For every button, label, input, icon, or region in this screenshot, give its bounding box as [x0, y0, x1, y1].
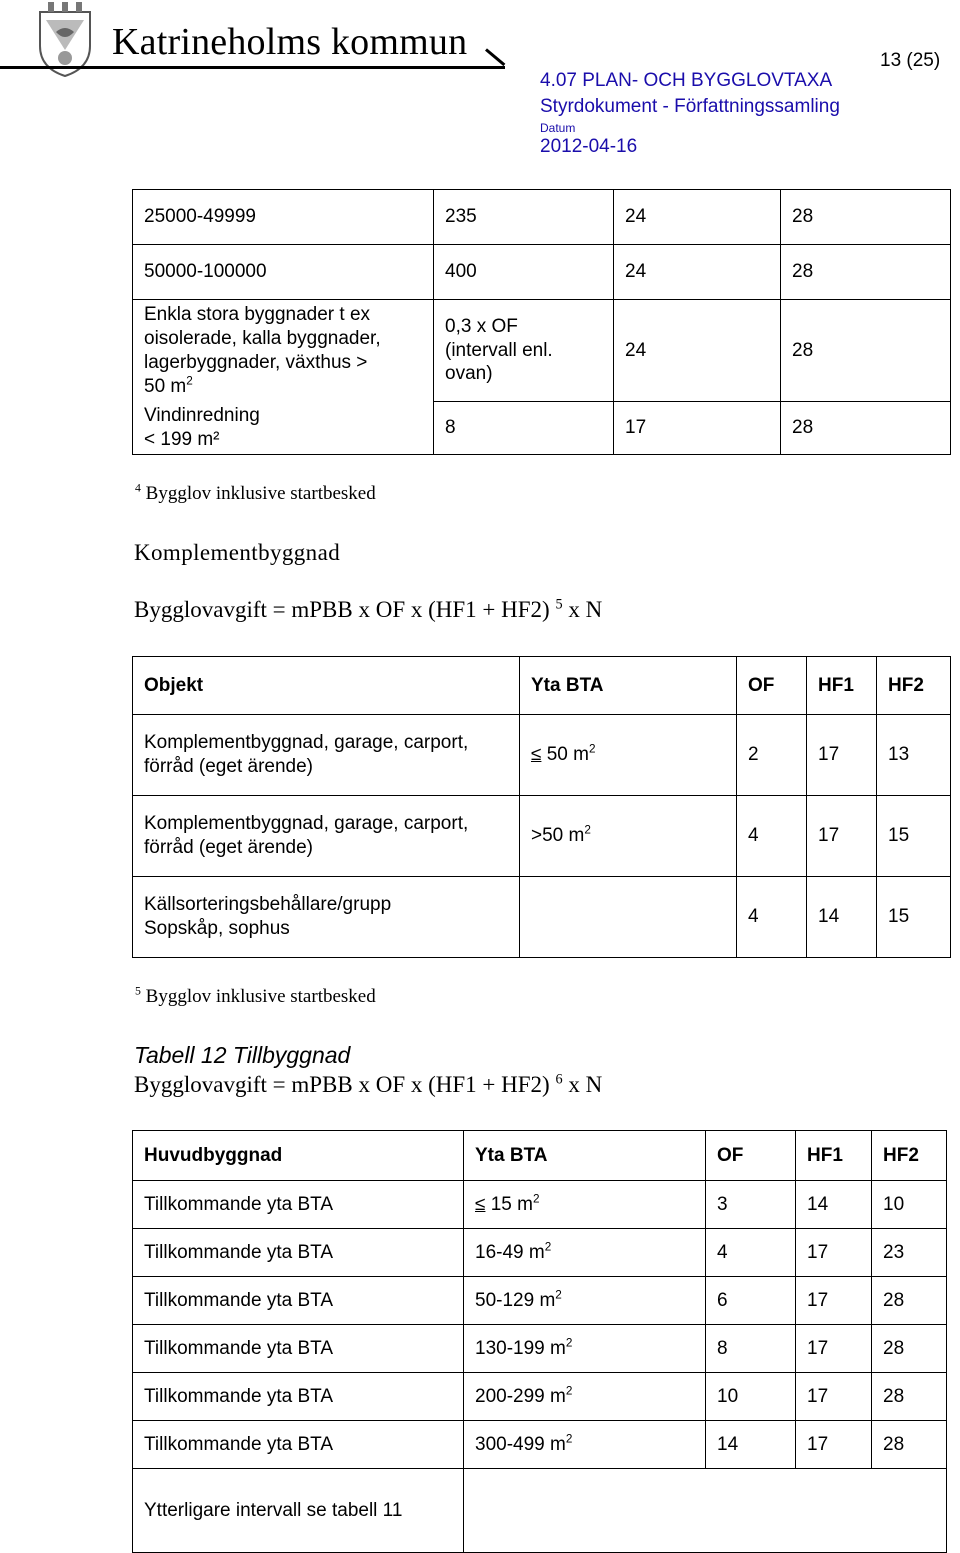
table-cell: Komplementbyggnad, garage, carport, förråd (eget ärende) [133, 715, 520, 796]
table-cell: 4 [706, 1229, 796, 1277]
table-header-row [133, 1131, 947, 1181]
komplement-table [132, 656, 951, 958]
org-name: Katrineholms kommun [112, 21, 468, 63]
section-heading-tillbyggnad: Tabell 12 Tillbyggnad [134, 1042, 351, 1068]
table-cell: 3 [706, 1181, 796, 1229]
table-cell: 28 [781, 245, 951, 300]
table-header-row [133, 657, 951, 715]
table-cell: Källsorteringsbehållare/grupp Sopskåp, sophus [133, 877, 520, 958]
table-cell: Tillkommande yta BTA [133, 1325, 464, 1373]
table-row [133, 1325, 947, 1373]
formula-komplement: Bygglovavgift = mPBB x OF x (HF1 + HF2) $^5$ x N [134, 596, 603, 622]
table-cell: 6 [706, 1277, 796, 1325]
table-cell: 28 [781, 190, 951, 245]
table-cell: Komplementbyggnad, garage, carport, förråd (eget ärende) [133, 796, 520, 877]
table-row [133, 245, 951, 300]
table-cell: Tillkommande yta BTA [133, 1181, 464, 1229]
table-cell: 300-499 $m^2$ [464, 1421, 706, 1469]
table-cell: 28 [872, 1421, 947, 1469]
table-cell: 8 [434, 402, 614, 455]
table-row [133, 1229, 947, 1277]
table-cell: 14 [706, 1421, 796, 1469]
table-row [133, 715, 951, 796]
table-cell: 0,3 x OF (intervall enl. ovan) [434, 300, 614, 402]
column-header: OF [706, 1131, 796, 1181]
doc-type: Styrdokument - Författningssamling [540, 96, 840, 117]
table-cell: Tillkommande yta BTA [133, 1421, 464, 1469]
table-row [133, 1181, 947, 1229]
column-header: HF2 [872, 1131, 947, 1181]
table-cell: 23 [872, 1229, 947, 1277]
table-cell: Tillkommande yta BTA [133, 1229, 464, 1277]
table-cell: Tillkommande yta BTA [133, 1277, 464, 1325]
header [0, 0, 960, 170]
table-cell: 235 [434, 190, 614, 245]
column-header: HF1 [796, 1131, 872, 1181]
table-cell: 17 [796, 1373, 872, 1421]
formula-tillbyggnad: Bygglovavgift = mPBB x OF x (HF1 + HF2) $^6$ x N [134, 1071, 603, 1097]
table-cell: 13 [877, 715, 951, 796]
footnote-4: $^4$ Bygglov inklusive startbesked [135, 481, 376, 504]
table-row [133, 1469, 947, 1553]
table-row [133, 190, 951, 245]
table-cell: 10 [706, 1373, 796, 1421]
table-cell: 14 [796, 1181, 872, 1229]
table-cell: 50-129 $m^2$ [464, 1277, 706, 1325]
table-row [133, 1421, 947, 1469]
table-cell: 24 [614, 190, 781, 245]
table-row [133, 796, 951, 877]
table-cell: 16-49 $m^2$ [464, 1229, 706, 1277]
footnote-5: $^5$ Bygglov inklusive startbesked [135, 984, 376, 1007]
column-header: Yta BTA [520, 657, 737, 715]
date-label: Datum [540, 121, 576, 135]
table-cell: Tillkommande yta BTA [133, 1373, 464, 1421]
table-cell: 200-299 $m^2$ [464, 1373, 706, 1421]
table-cell: 17 [796, 1277, 872, 1325]
table-cell: 4 [737, 796, 807, 877]
table-cell: 4 [737, 877, 807, 958]
table-cell: Enkla stora byggnader t ex oisolerade, kalla byggnader, lagerbyggnader, växthus > 50 $m^2$ [133, 300, 434, 402]
table-cell: ≤ 15 $m^2$ [464, 1181, 706, 1229]
table-row [133, 300, 951, 402]
column-header: HF2 [877, 657, 951, 715]
doc-code: 4.07 PLAN- OCH BYGGLOVTAXA [540, 70, 833, 91]
table-cell: 24 [614, 245, 781, 300]
column-header: HF1 [807, 657, 877, 715]
table-cell: 17 [807, 796, 877, 877]
table-cell: 24 [614, 300, 781, 402]
date-value: 2012-04-16 [540, 136, 638, 157]
table-cell: 8 [706, 1325, 796, 1373]
table-cell: Vindinredning < 199 m² [133, 402, 434, 455]
fee-table-large [132, 189, 951, 455]
header-rule-tail [485, 48, 505, 66]
section-heading-komplement: Komplementbyggnad [134, 540, 341, 565]
table-cell: 28 [781, 300, 951, 402]
column-header: Yta BTA [464, 1131, 706, 1181]
table-cell: 50000-100000 [133, 245, 434, 300]
table-cell: 15 [877, 877, 951, 958]
table-cell: 28 [781, 402, 951, 455]
table-cell: 28 [872, 1277, 947, 1325]
table-cell: 17 [614, 402, 781, 455]
table-cell: 130-199 $m^2$ [464, 1325, 706, 1373]
table-row [133, 877, 951, 958]
table-cell: Ytterligare intervall se tabell 11 [133, 1469, 464, 1553]
table-cell: 2 [737, 715, 807, 796]
header-rule [0, 66, 505, 69]
table-cell: 28 [872, 1373, 947, 1421]
column-header: Huvudbyggnad [133, 1131, 464, 1181]
table-cell: 14 [807, 877, 877, 958]
table-cell: 400 [434, 245, 614, 300]
table-row [133, 402, 951, 455]
table-cell [464, 1469, 947, 1553]
table-cell [520, 877, 737, 958]
table-cell: 25000-49999 [133, 190, 434, 245]
tillbyggnad-table [132, 1130, 947, 1553]
table-cell: 17 [796, 1229, 872, 1277]
table-cell: 28 [872, 1325, 947, 1373]
table-cell: 17 [807, 715, 877, 796]
table-cell: >50 $m^2$ [520, 796, 737, 877]
table-row [133, 1373, 947, 1421]
table-cell: 17 [796, 1421, 872, 1469]
table-cell: 17 [796, 1325, 872, 1373]
table-cell: 10 [872, 1181, 947, 1229]
page-number: 13 (25) [880, 50, 941, 71]
table-cell: ≤ 50 $m^2$ [520, 715, 737, 796]
column-header: OF [737, 657, 807, 715]
column-header: Objekt [133, 657, 520, 715]
table-row [133, 1277, 947, 1325]
table-cell: 15 [877, 796, 951, 877]
